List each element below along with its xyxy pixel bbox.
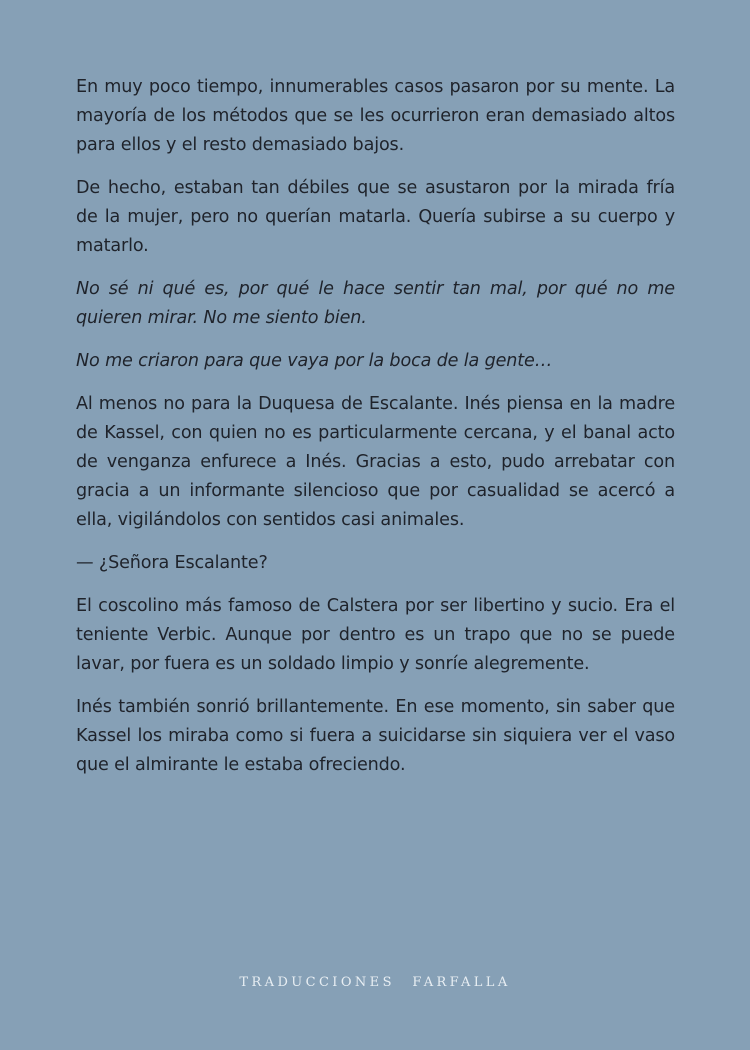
paragraph-3-italic: No sé ni qué es, por qué le hace sentir tan mal, por qué no me quieren mirar. No me siento bien. bbox=[76, 279, 675, 328]
paragraph-1: En muy poco tiempo, innumerables casos pasaron por su mente. La mayoría de los métodos que se les ocurrieron eran demasiado altos para ellos y el resto demasiado bajos. bbox=[76, 77, 675, 155]
paragraph-5: Al menos no para la Duquesa de Escalante. Inés piensa en la madre de Kassel, con quien no es particularmente cercana, y el banal acto de venganza enfurece a Inés. Gracias a esto, pudo arrebatar con gracia a un informante silencioso que por casualidad se acercó a ella, vigilándolos con sentidos casi animales. bbox=[76, 394, 675, 530]
page-body bbox=[76, 73, 675, 794]
paragraph-7: El coscolino más famoso de Calstera por ser libertino y sucio. Era el teniente Verbic. Aunque por dentro es un trapo que no se puede lavar, por fuera es un soldado limpio y sonríe alegremente. bbox=[76, 596, 675, 674]
paragraph-6-dialogue: — ¿Señora Escalante? bbox=[76, 553, 268, 573]
paragraph-2: De hecho, estaban tan débiles que se asustaron por la mirada fría de la mujer, pero no querían matarla. Quería subirse a su cuerpo y matarlo. bbox=[76, 178, 675, 256]
paragraph-8: Inés también sonrió brillantemente. En ese momento, sin saber que Kassel los miraba como si fuera a suicidarse sin siquiera ver el vaso que el almirante le estaba ofreciendo. bbox=[76, 697, 675, 775]
footer-credit: TRADUCCIONES FARFALLA bbox=[239, 975, 511, 990]
paragraph-4-italic: No me criaron para que vaya por la boca de la gente… bbox=[76, 351, 553, 371]
